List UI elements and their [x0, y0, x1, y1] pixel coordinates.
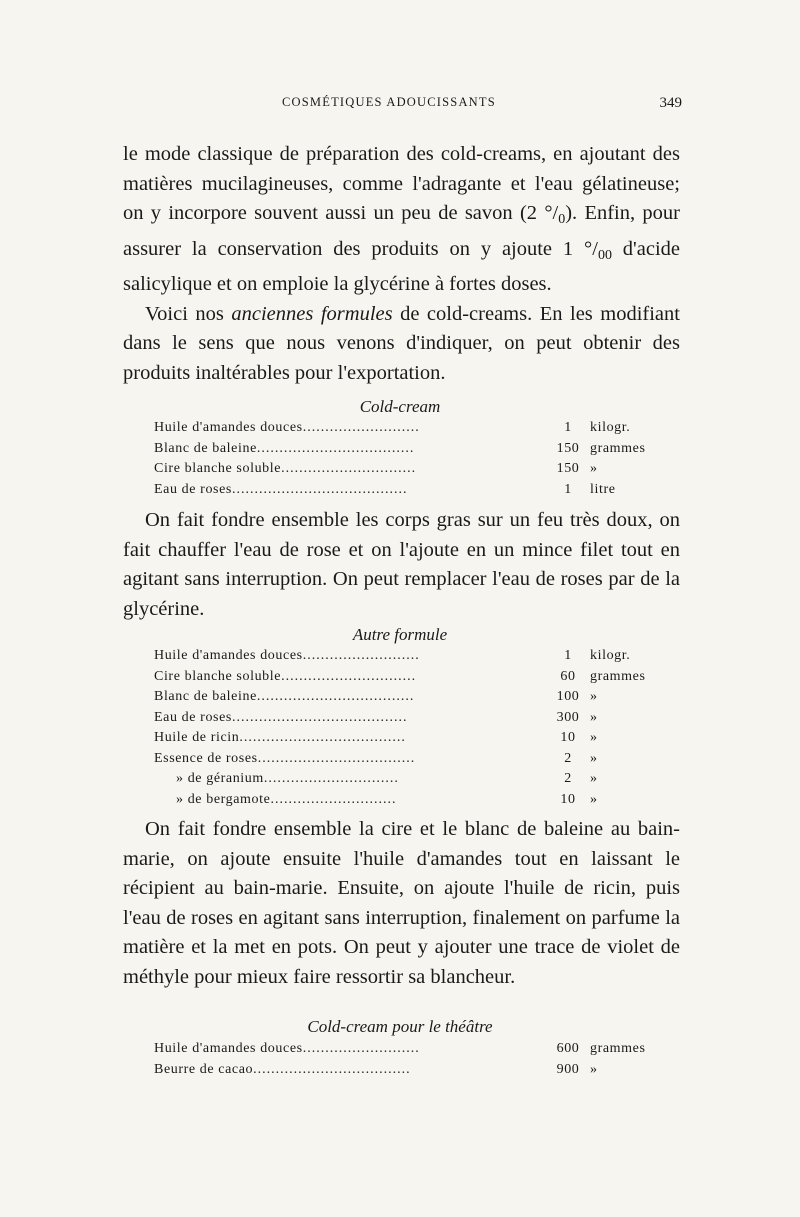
dot-leader: .............................. — [281, 461, 417, 476]
ingredient-unit: » — [590, 1061, 598, 1077]
paragraph: On fait fondre ensemble la cire et le blanc de baleine au bain-marie, on ajoute ensuite l'huile d'amandes tout en laissant le récipient au bain-marie. Ensuite, on ajoute l'huile de ricin, puis l'eau de roses en agitant sans interruption, finalement on parfume la matière et la met en pots. On peut y ajouter une trace de violet de méthyle pour mieux faire ressortir sa blancheur. — [123, 818, 680, 988]
formula-title: Cold-cream — [359, 397, 441, 416]
ingredient-label: Huile d'amandes douces — [154, 1041, 303, 1056]
ingredient-quantity: 600 — [556, 1041, 580, 1056]
formula-row — [154, 751, 654, 772]
ingredient-name — [154, 420, 420, 436]
dot-leader: ................................... — [257, 750, 416, 766]
formula-row — [154, 730, 654, 751]
formula-row — [154, 461, 654, 482]
emphasis: anciennes formules — [231, 302, 393, 325]
formula-table-3 — [154, 1041, 654, 1082]
ingredient-name — [154, 648, 420, 664]
ingredient-quantity: 150 — [556, 461, 580, 476]
ingredient-label: Essence de roses — [154, 750, 258, 766]
formula-row — [154, 441, 654, 462]
ingredient-quantity: 2 — [564, 771, 572, 786]
ingredient-label: Huile de ricin — [154, 730, 240, 745]
ingredient-name — [154, 461, 416, 477]
ingredient-label: Blanc de baleine — [154, 689, 257, 704]
running-header — [122, 95, 682, 115]
ingredient-label: Blanc de baleine — [154, 440, 257, 456]
ingredient-unit: grammes — [590, 668, 646, 684]
ingredient-label: Eau de roses — [154, 481, 232, 497]
dot-leader: ....................................... — [231, 481, 408, 497]
ingredient-name — [154, 441, 414, 457]
percent-sign: °/ — [544, 202, 559, 224]
dot-leader: .............................. — [281, 668, 417, 684]
ingredient-unit: » — [590, 791, 598, 807]
formula-title: Cold-cream pour le théâtre — [307, 1017, 493, 1036]
ingredient-name — [154, 482, 407, 498]
formula-row — [154, 771, 654, 792]
text-run: de cold-creams. En les modifiant dans le sens que nous venons d'indiquer, on peut obtenir des produits inaltérables pour l'exportation. — [123, 302, 680, 384]
ingredient-quantity: 100 — [556, 689, 580, 704]
ingredient-name — [154, 1062, 411, 1078]
formula-row — [154, 482, 654, 503]
formula-row — [154, 1062, 654, 1083]
ingredient-unit: » — [590, 689, 598, 704]
ingredient-label: » de géranium — [176, 771, 264, 786]
ingredient-label: » de bergamote — [176, 791, 271, 807]
ingredient-quantity: 300 — [556, 709, 580, 725]
ingredient-unit: » — [590, 750, 598, 766]
ingredient-unit: kilogr. — [590, 648, 631, 663]
formula-table-2 — [154, 648, 654, 812]
running-title: COSMÉTIQUES ADOUCISSANTS — [282, 95, 496, 109]
dot-leader: ................................... — [256, 689, 415, 704]
paragraph-block-2 — [123, 506, 680, 624]
permille-subscript: 00 — [597, 247, 612, 263]
ingredient-name — [154, 751, 415, 767]
ingredient-label: Cire blanche soluble — [154, 461, 282, 476]
ingredient-unit: grammes — [590, 440, 646, 456]
ingredient-unit: litre — [590, 481, 616, 497]
ingredient-label: Beurre de cacao — [154, 1061, 254, 1077]
paragraph — [123, 300, 680, 389]
paragraph-block-1 — [123, 140, 680, 388]
ingredient-quantity: 10 — [560, 791, 576, 807]
formula-row — [154, 420, 654, 441]
ingredient-unit: » — [590, 709, 598, 725]
dot-leader: .......................... — [302, 420, 420, 435]
ingredient-quantity: 10 — [560, 730, 576, 745]
formula-table-1 — [154, 420, 654, 502]
formula-row — [154, 710, 654, 731]
ingredient-quantity: 2 — [564, 750, 572, 766]
ingredient-unit: » — [590, 730, 598, 745]
formula-row — [154, 689, 654, 710]
ingredient-name — [154, 1041, 420, 1057]
formula-row — [154, 648, 654, 669]
text-run: ). Enfin, pour assurer la conservation des produits on y ajoute 1 — [123, 202, 680, 260]
ingredient-label: Eau de roses — [154, 709, 232, 725]
ingredient-name — [154, 689, 414, 705]
ingredient-quantity: 1 — [564, 420, 572, 435]
text-run: d'acide salicylique et on emploie la glycérine à fortes doses. — [123, 237, 680, 295]
dot-leader: .............................. — [263, 771, 399, 786]
formula-title: Autre formule — [352, 625, 448, 644]
ingredient-name — [154, 710, 407, 726]
dot-leader: ................................... — [256, 440, 415, 456]
ingredient-unit: » — [590, 461, 598, 476]
ingredient-quantity: 900 — [556, 1061, 580, 1077]
dot-leader: ............................ — [270, 791, 397, 807]
dot-leader: .......................... — [302, 1041, 420, 1056]
ingredient-unit: grammes — [590, 1041, 646, 1056]
ingredient-label: Huile d'amandes douces — [154, 648, 303, 663]
percent-subscript: 0 — [558, 212, 566, 227]
ingredient-name — [176, 792, 396, 808]
ingredient-name — [154, 730, 406, 746]
dot-leader: ................................... — [253, 1061, 411, 1077]
text-run: le mode classique de préparation des cold-creams, en ajoutant des matières mucilagineuses, comme l'adragante et l'eau gélatineuse; on y incorpore souvent aussi un peu de savon (2 — [123, 143, 680, 224]
ingredient-label: Huile d'amandes douces — [154, 420, 303, 435]
page-number: 349 — [659, 95, 682, 111]
permille-sign: °/ — [584, 237, 598, 260]
ingredient-label: Cire blanche soluble — [154, 668, 282, 684]
formula-row — [154, 1041, 654, 1062]
dot-leader: ..................................... — [239, 730, 406, 745]
formula-row — [154, 669, 654, 690]
ingredient-quantity: 60 — [560, 668, 576, 684]
dot-leader: .......................... — [302, 648, 420, 663]
ingredient-name — [154, 669, 416, 685]
formula-row — [154, 792, 654, 813]
ingredient-quantity: 1 — [564, 648, 572, 663]
text-run: Voici nos — [145, 302, 232, 325]
paragraph: On fait fondre ensemble les corps gras sur un feu très doux, on fait chauffer l'eau de rose et on l'ajoute en un mince filet tout en agitant sans interruption. On peut remplacer l'eau de roses par de la glycérine. — [123, 509, 680, 620]
ingredient-unit: kilogr. — [590, 420, 631, 435]
ingredient-quantity: 1 — [564, 481, 572, 497]
paragraph-block-3 — [123, 815, 680, 992]
dot-leader: ....................................... — [231, 709, 408, 725]
ingredient-name — [176, 771, 399, 787]
ingredient-quantity: 150 — [556, 440, 580, 456]
ingredient-unit: » — [590, 771, 598, 786]
paragraph — [123, 140, 680, 300]
